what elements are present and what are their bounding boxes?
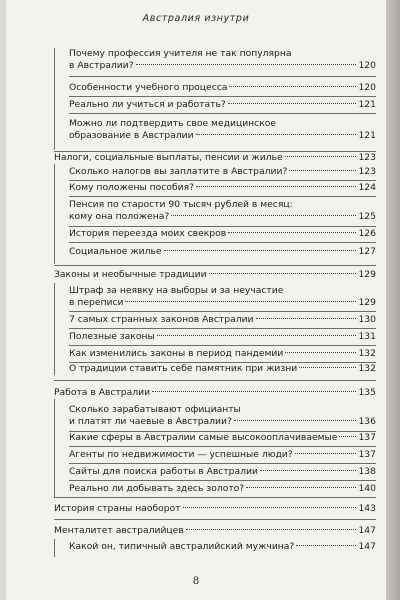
toc-entry-page: 130 <box>358 314 376 325</box>
book-page <box>6 0 386 600</box>
leader-dots <box>289 170 356 171</box>
leader-dots <box>125 301 356 302</box>
book-spine-shadow <box>386 0 400 600</box>
leader-dots <box>228 103 357 104</box>
toc-entry[interactable] <box>69 363 376 375</box>
leader-dots <box>234 420 357 421</box>
entry-underline <box>69 226 376 227</box>
toc-entry[interactable] <box>69 246 376 258</box>
toc-entry[interactable] <box>69 82 376 94</box>
toc-entry-title: Кому положены пособия? <box>69 182 195 193</box>
toc-section[interactable] <box>54 503 376 515</box>
toc-entry[interactable] <box>69 199 376 223</box>
toc-section-title: Менталитет австралийцев <box>54 525 184 536</box>
entry-underline <box>69 196 376 197</box>
leader-dots <box>295 453 357 454</box>
toc-entry-page: 137 <box>358 449 376 460</box>
toc-entry-title: Штраф за неявку на выборы и за неучастие <box>69 285 284 296</box>
entry-underline <box>69 463 376 464</box>
toc-entry-page: 127 <box>358 246 376 257</box>
entry-underline <box>69 113 376 114</box>
toc-entry-title: Сколько зарабатывают официанты <box>69 404 241 415</box>
leader-dots <box>246 487 356 488</box>
leader-dots <box>171 215 356 216</box>
toc-entry-page: 120 <box>358 82 376 93</box>
toc-entry-title-cont: в переписи <box>69 297 124 308</box>
toc-section-title: История страны наоборот <box>54 503 181 514</box>
toc-section[interactable] <box>54 152 376 164</box>
entry-underline <box>69 311 376 312</box>
toc-section[interactable] <box>54 387 376 399</box>
toc-section-page: 123 <box>358 152 376 163</box>
toc-entry-page: 125 <box>358 211 376 222</box>
toc-entry-title: Почему профессия учителя не так популярна <box>69 48 292 59</box>
entry-underline <box>69 180 376 181</box>
toc-entry-title: Агенты по недвижимости — успешные люди? <box>69 449 293 460</box>
leader-dots <box>196 134 357 135</box>
entry-underline <box>69 76 376 77</box>
toc-entry-title: 7 самых странных законов Австралии <box>69 314 254 325</box>
toc-section[interactable] <box>54 525 376 537</box>
toc-entry-title: Особенности учебного процесса <box>69 82 228 93</box>
toc-entry-title: История переезда моих свекров <box>69 228 227 239</box>
toc-section-page: 147 <box>358 525 376 536</box>
toc-entry[interactable] <box>69 432 376 444</box>
entry-underline <box>69 446 376 447</box>
toc-entry-title: Реально ли учиться и работать? <box>69 99 226 110</box>
toc-entry-page: 129 <box>358 297 376 308</box>
leader-dots <box>296 545 356 546</box>
toc-entry-page: 132 <box>358 348 376 359</box>
toc-section-page: 135 <box>358 387 376 398</box>
toc-entry[interactable] <box>69 48 376 72</box>
toc-section[interactable] <box>54 269 376 281</box>
toc-section-title: Работа в Австралии <box>54 387 151 398</box>
entry-underline <box>69 328 376 329</box>
leader-dots <box>209 273 357 274</box>
toc-entry-page: 138 <box>358 466 376 477</box>
leader-dots <box>339 436 356 437</box>
toc-entry-page: 136 <box>358 416 376 427</box>
section-divider <box>54 265 376 266</box>
leader-dots <box>285 352 356 353</box>
leader-dots <box>183 507 357 508</box>
leader-dots <box>157 335 357 336</box>
toc-entry[interactable] <box>69 166 376 178</box>
toc-entry-title: Какие сферы в Австралии самые высокооплачиваемые <box>69 432 338 443</box>
subsection-bar <box>54 283 55 375</box>
leader-dots <box>256 318 357 319</box>
toc-entry-page: 147 <box>358 541 376 552</box>
toc-section-page: 129 <box>358 269 376 280</box>
section-divider <box>54 519 376 520</box>
toc-entry-page: 126 <box>358 228 376 239</box>
toc-entry[interactable] <box>69 466 376 478</box>
toc-entry[interactable] <box>69 118 376 142</box>
toc-entry[interactable] <box>69 314 376 326</box>
leader-dots <box>186 529 357 530</box>
toc-entry-title: О традиции ставить себе памятник при жизни <box>69 363 298 374</box>
leader-dots <box>260 470 356 471</box>
toc-entry-title-cont: кому она положена? <box>69 211 170 222</box>
toc-entry-title: Пенсия по старости 90 тысяч рублей в месяц: <box>69 199 293 210</box>
subsection-bar <box>54 48 55 150</box>
table-of-contents <box>6 0 386 600</box>
entry-underline <box>69 345 376 346</box>
leader-dots <box>136 64 357 65</box>
toc-entry-title: Как изменились законы в период пандемии <box>69 348 284 359</box>
leader-dots <box>228 232 356 233</box>
toc-entry-title-cont: и платят ли чаевые в Австралии? <box>69 416 232 427</box>
toc-entry-title: Полезные законы <box>69 331 155 342</box>
toc-entry-title: Социальное жилье <box>69 246 162 257</box>
toc-entry[interactable] <box>69 285 376 309</box>
toc-section-page: 143 <box>358 503 376 514</box>
toc-entry-page: 124 <box>358 182 376 193</box>
toc-entry-page: 131 <box>358 331 376 342</box>
toc-entry[interactable] <box>69 483 376 495</box>
subsection-bar <box>54 399 55 497</box>
toc-entry[interactable] <box>69 541 376 553</box>
entry-underline <box>69 242 376 243</box>
leader-dots <box>229 86 356 87</box>
section-divider <box>54 497 376 498</box>
toc-entry-page: 132 <box>358 363 376 374</box>
leader-dots <box>196 186 356 187</box>
toc-entry-title-cont: образование в Австралии <box>69 130 194 141</box>
leader-dots <box>299 367 356 368</box>
toc-section-title: Налоги, социальные выплаты, пенсии и жилье <box>54 152 283 163</box>
entry-underline <box>69 96 376 97</box>
toc-entry-page: 137 <box>358 432 376 443</box>
leader-dots <box>285 156 357 157</box>
toc-entry-page: 120 <box>358 60 376 71</box>
toc-entry-title: Реально ли добывать здесь золото? <box>69 483 245 494</box>
subsection-bar <box>54 164 55 264</box>
toc-entry[interactable] <box>69 228 376 240</box>
section-divider <box>54 380 376 381</box>
toc-entry[interactable] <box>69 99 376 111</box>
toc-entry[interactable] <box>69 182 376 194</box>
toc-entry[interactable] <box>69 449 376 461</box>
toc-entry-title: Сколько налогов вы заплатите в Австралии? <box>69 166 288 177</box>
toc-section-title: Законы и необычные традиции <box>54 269 207 280</box>
toc-entry-page: 123 <box>358 166 376 177</box>
leader-dots <box>164 250 357 251</box>
page-number: 8 <box>192 576 200 587</box>
toc-entry[interactable] <box>69 404 376 428</box>
subsection-bar <box>54 539 55 557</box>
running-header: Австралия изнутри <box>142 13 250 24</box>
toc-entry-page: 121 <box>358 99 376 110</box>
toc-entry-title: Какой он, типичный австралийский мужчина? <box>69 541 295 552</box>
toc-entry-title: Сайты для поиска работы в Австралии <box>69 466 258 477</box>
toc-entry-page: 140 <box>358 483 376 494</box>
toc-entry[interactable] <box>69 348 376 360</box>
toc-entry-title-cont: в Австралии? <box>69 60 134 71</box>
toc-entry[interactable] <box>69 331 376 343</box>
leader-dots <box>152 391 356 392</box>
entry-underline <box>69 480 376 481</box>
toc-entry-title: Можно ли подтвердить свое медицинское <box>69 118 277 129</box>
toc-entry-page: 121 <box>358 130 376 141</box>
